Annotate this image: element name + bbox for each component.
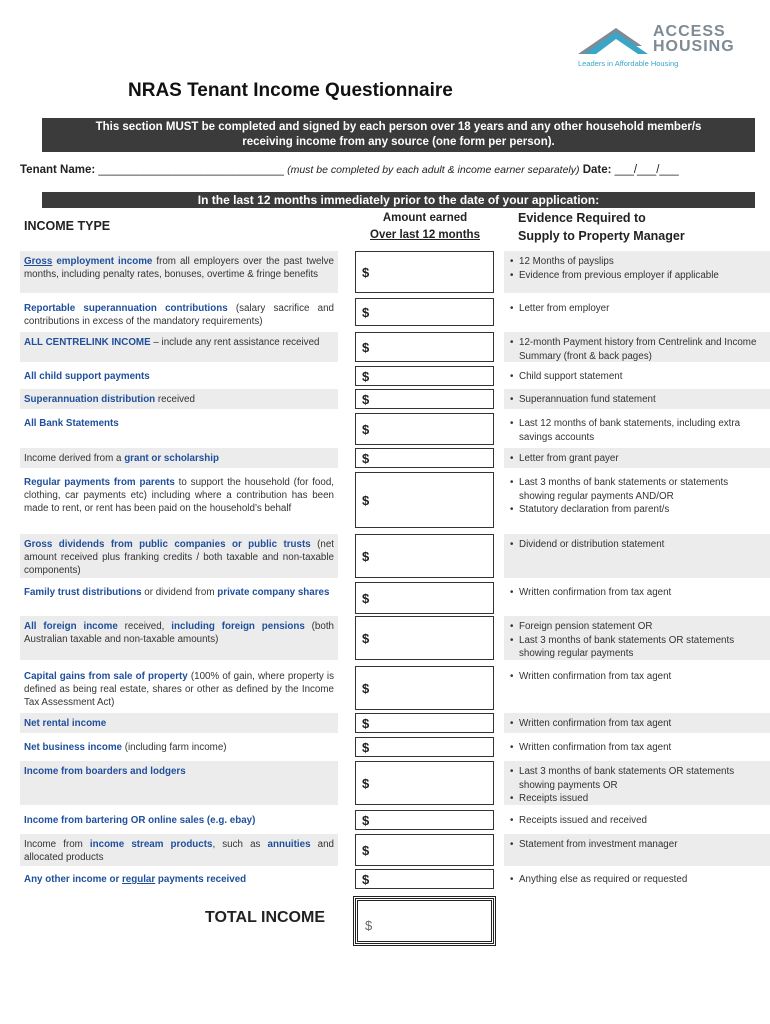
bullet-icon: • (510, 621, 514, 632)
evidence-header-line1: Evidence Required to (518, 211, 646, 225)
amount-input[interactable]: $ (355, 737, 494, 757)
income-type-description (20, 582, 338, 614)
evidence-item (510, 393, 766, 407)
description-segment: – include any rent assistance received (150, 337, 320, 348)
evidence-item (510, 717, 766, 731)
income-type-description (20, 616, 338, 660)
amount-header-line1: Amount earned (382, 212, 468, 224)
description-segment: from all employers over the past twelve months, including penalty rates, bonuses, overtime & fringe benefits (24, 256, 334, 280)
description-segment: All Bank Statements (24, 418, 119, 429)
amount-header-line2: Over last 12 months (370, 229, 480, 241)
amount-input[interactable]: $ (355, 834, 494, 866)
description-segment: including foreign pensions (171, 621, 305, 632)
evidence-list (504, 810, 770, 830)
amount-input[interactable]: $ (355, 413, 494, 445)
amount-input[interactable]: $ (355, 448, 494, 468)
amount-header (355, 210, 495, 244)
description-segment: (including farm income) (122, 742, 227, 753)
evidence-text: Anything else as required or requested (519, 874, 688, 885)
evidence-item (510, 838, 766, 852)
amount-input[interactable]: $ (355, 534, 494, 578)
description-segment: (100% of gain, where property is defined as being real estate, shares or other as defined by the Income Tax Assessment Act) (24, 671, 334, 708)
amount-input[interactable]: $ (355, 666, 494, 710)
income-type-description (20, 869, 338, 889)
description-segment: Gross dividends from public companies or public trusts (24, 539, 311, 550)
evidence-list (504, 298, 770, 326)
evidence-item (510, 302, 766, 316)
amount-input[interactable]: $ (355, 251, 494, 293)
bullet-icon: • (510, 371, 514, 382)
income-row (20, 332, 770, 362)
total-income-label: TOTAL INCOME (205, 909, 325, 926)
description-segment: Gross (24, 256, 53, 267)
evidence-text: Written confirmation from tax agent (519, 587, 672, 598)
evidence-item (510, 741, 766, 755)
income-row (20, 534, 770, 578)
evidence-text: Last 3 months of bank statements OR statements showing payments OR (519, 766, 735, 791)
bullet-icon: • (510, 839, 514, 850)
description-segment: Family trust distributions (24, 587, 142, 598)
bullet-icon: • (510, 453, 514, 464)
description-segment: and allocated products (24, 839, 334, 863)
evidence-text: 12 Months of payslips (519, 256, 614, 267)
evidence-text: 12-month Payment history from Centrelink and Income Summary (front & back pages) (519, 337, 757, 362)
evidence-text: Statutory declaration from parent/s (519, 504, 670, 515)
description-segment: , such as (212, 839, 268, 850)
amount-input[interactable]: $ (355, 810, 494, 830)
evidence-list (504, 666, 770, 710)
evidence-text: Written confirmation from tax agent (519, 671, 672, 682)
bullet-icon: • (510, 337, 514, 348)
evidence-text: Letter from employer (519, 303, 610, 314)
evidence-text: Child support statement (519, 371, 623, 382)
evidence-item (510, 792, 766, 806)
amount-input[interactable]: $ (355, 713, 494, 733)
instruction-line2: receiving income from any source (one form per person). (242, 136, 555, 148)
evidence-text: Receipts issued and received (519, 815, 647, 826)
evidence-list (504, 366, 770, 386)
evidence-list (504, 389, 770, 409)
description-segment: Income derived from a (24, 453, 125, 464)
bullet-icon: • (510, 671, 514, 682)
evidence-item (510, 620, 766, 634)
bullet-icon: • (510, 269, 514, 281)
description-segment: (net amount received plus franking credits / both taxable and non-taxable components) (24, 539, 334, 576)
evidence-item (510, 873, 766, 887)
evidence-list (504, 332, 770, 362)
description-segment: Capital gains from sale of property (24, 671, 188, 682)
income-row (20, 472, 770, 528)
description-segment: Superannuation distribution (24, 394, 156, 405)
bullet-icon: • (510, 394, 514, 405)
income-type-description (20, 810, 338, 830)
description-segment: Income from boarders and lodgers (24, 766, 186, 777)
description-segment: (both Australian taxable and non-taxable amounts) (24, 621, 335, 645)
bullet-icon: • (510, 815, 514, 826)
tenant-name-line (20, 164, 679, 176)
amount-input[interactable]: $ (355, 869, 494, 889)
income-row (20, 366, 770, 386)
evidence-item (510, 417, 766, 444)
description-segment: Any other income or (24, 874, 122, 885)
evidence-list (504, 582, 770, 614)
evidence-text: Evidence from previous employer if applicable (519, 269, 719, 281)
roof-icon (578, 24, 650, 56)
bullet-icon: • (510, 303, 514, 314)
income-row (20, 666, 770, 710)
tenant-name-note: (must be completed by each adult & income earner separately) (287, 164, 580, 176)
description-segment: income stream products (89, 839, 213, 850)
total-income-field[interactable]: $ (353, 896, 496, 946)
description-segment: Regular payments from parents (24, 477, 175, 488)
bullet-icon: • (510, 477, 514, 488)
income-type-description (20, 366, 338, 386)
description-segment: private company shares (217, 587, 330, 598)
income-row (20, 413, 770, 445)
income-row (20, 810, 770, 830)
description-segment: (salary sacrifice and contributions in excess of the mandatory requirements) (24, 303, 334, 327)
page-title: NRAS Tenant Income Questionnaire (128, 80, 453, 101)
income-row (20, 389, 770, 409)
income-type-description (20, 472, 338, 528)
evidence-item (510, 765, 766, 792)
evidence-list (504, 713, 770, 733)
description-segment: Income from bartering OR online sales (e.g. ebay) (24, 815, 256, 826)
income-type-description (20, 332, 338, 362)
evidence-item (510, 814, 766, 828)
income-row (20, 713, 770, 733)
evidence-list (504, 737, 770, 757)
description-segment: regular (121, 874, 156, 885)
instruction-banner (42, 118, 755, 152)
logo-tagline: Leaders in Affordable Housing (578, 59, 679, 68)
bullet-icon: • (510, 874, 514, 885)
income-row (20, 298, 770, 326)
amount-input[interactable]: $ (355, 616, 494, 660)
evidence-text: Superannuation fund statement (519, 394, 656, 405)
evidence-header-line2: Supply to Property Manager (518, 229, 685, 243)
evidence-item (510, 452, 766, 466)
evidence-text: Foreign pension statement OR (519, 621, 653, 632)
evidence-text: Last 3 months of bank statements or statements showing regular payments AND/OR (519, 477, 729, 502)
description-segment: to support the household (for food, clothing, car payments etc) including where a contribution has been made to rent, or rent has been paid on the household’s behalf (24, 477, 334, 514)
bullet-icon: • (510, 587, 514, 598)
amount-input[interactable]: $ (355, 366, 494, 386)
bullet-icon: • (510, 539, 514, 550)
description-segment: Reportable superannuation contributions (24, 303, 228, 314)
bullet-icon: • (510, 718, 514, 729)
description-segment: received (155, 394, 195, 405)
tenant-name-field[interactable]: _____________________________ (98, 164, 284, 176)
bullet-icon: • (510, 793, 514, 804)
description-segment: Net rental income (24, 718, 107, 729)
income-row (20, 869, 770, 889)
income-row (20, 834, 770, 866)
evidence-item (510, 538, 766, 552)
evidence-list (504, 616, 770, 660)
evidence-item (510, 586, 766, 600)
description-segment: Income from (24, 839, 90, 850)
evidence-item (510, 269, 766, 283)
evidence-item (510, 670, 766, 684)
income-type-description (20, 448, 338, 468)
evidence-list (504, 251, 770, 293)
evidence-text: Letter from grant payer (519, 453, 619, 464)
evidence-list (504, 834, 770, 866)
evidence-item (510, 255, 766, 269)
amount-input[interactable]: $ (355, 582, 494, 614)
amount-input[interactable]: $ (355, 298, 494, 326)
evidence-item (510, 503, 766, 517)
income-type-description (20, 713, 338, 733)
income-type-description (20, 666, 338, 710)
evidence-header (518, 209, 685, 245)
income-row (20, 737, 770, 757)
date-field[interactable]: ___/___/___ (614, 164, 679, 176)
bullet-icon: • (510, 766, 514, 777)
description-segment: Net business income (24, 742, 122, 753)
evidence-item (510, 370, 766, 384)
income-type-description (20, 534, 338, 578)
bullet-icon: • (510, 256, 514, 267)
income-type-description (20, 834, 338, 866)
evidence-text: Dividend or distribution statement (519, 539, 665, 550)
income-row (20, 616, 770, 660)
evidence-list (504, 448, 770, 468)
evidence-item (510, 634, 766, 661)
evidence-list (504, 761, 770, 805)
description-segment: annuities (267, 839, 311, 850)
income-row (20, 761, 770, 805)
evidence-text: Written confirmation from tax agent (519, 742, 672, 753)
amount-input[interactable]: $ (355, 472, 494, 528)
evidence-text: Written confirmation from tax agent (519, 718, 672, 729)
description-segment: employment income (52, 256, 153, 267)
income-type-description (20, 761, 338, 805)
description-segment: payments received (155, 874, 247, 885)
income-type-description (20, 737, 338, 757)
amount-input[interactable]: $ (355, 332, 494, 362)
evidence-list (504, 413, 770, 445)
income-type-description (20, 413, 338, 445)
evidence-text: Last 3 months of bank statements OR statements showing regular payments (519, 634, 735, 659)
income-type-header: INCOME TYPE (24, 219, 111, 233)
bullet-icon: • (510, 418, 514, 429)
bullet-icon: • (510, 742, 514, 753)
logo-line2: HOUSING (653, 38, 735, 55)
income-row (20, 448, 770, 468)
bullet-icon: • (510, 504, 514, 515)
income-type-description (20, 251, 338, 293)
amount-input[interactable]: $ (355, 761, 494, 805)
income-row (20, 582, 770, 614)
period-banner: In the last 12 months immediately prior to the date of your application: (42, 192, 755, 208)
description-segment: grant or scholarship (124, 453, 219, 464)
description-segment: All child support payments (24, 371, 150, 382)
amount-input[interactable]: $ (355, 389, 494, 409)
access-housing-logo (578, 24, 758, 72)
logo-line1: ACCESS (653, 23, 726, 40)
description-segment: All foreign income (24, 621, 118, 632)
bullet-icon: • (510, 634, 514, 646)
tenant-name-label: Tenant Name: (20, 164, 96, 176)
income-type-description (20, 389, 338, 409)
evidence-list (504, 534, 770, 578)
income-type-description (20, 298, 338, 326)
instruction-line1: This section MUST be completed and signed by each person over 18 years and any other household member/s (95, 121, 702, 133)
date-label: Date: (582, 164, 612, 176)
evidence-item (510, 336, 766, 363)
evidence-text: Statement from investment manager (519, 839, 678, 850)
evidence-text: Last 12 months of bank statements, including extra savings accounts (519, 418, 741, 443)
description-segment: received, (117, 621, 172, 632)
evidence-text: Receipts issued (519, 793, 589, 804)
evidence-list (504, 869, 770, 889)
description-segment: ALL CENTRELINK INCOME (24, 337, 151, 348)
income-row (20, 251, 770, 293)
evidence-list (504, 472, 770, 528)
evidence-item (510, 476, 766, 503)
description-segment: or dividend from (141, 587, 218, 598)
